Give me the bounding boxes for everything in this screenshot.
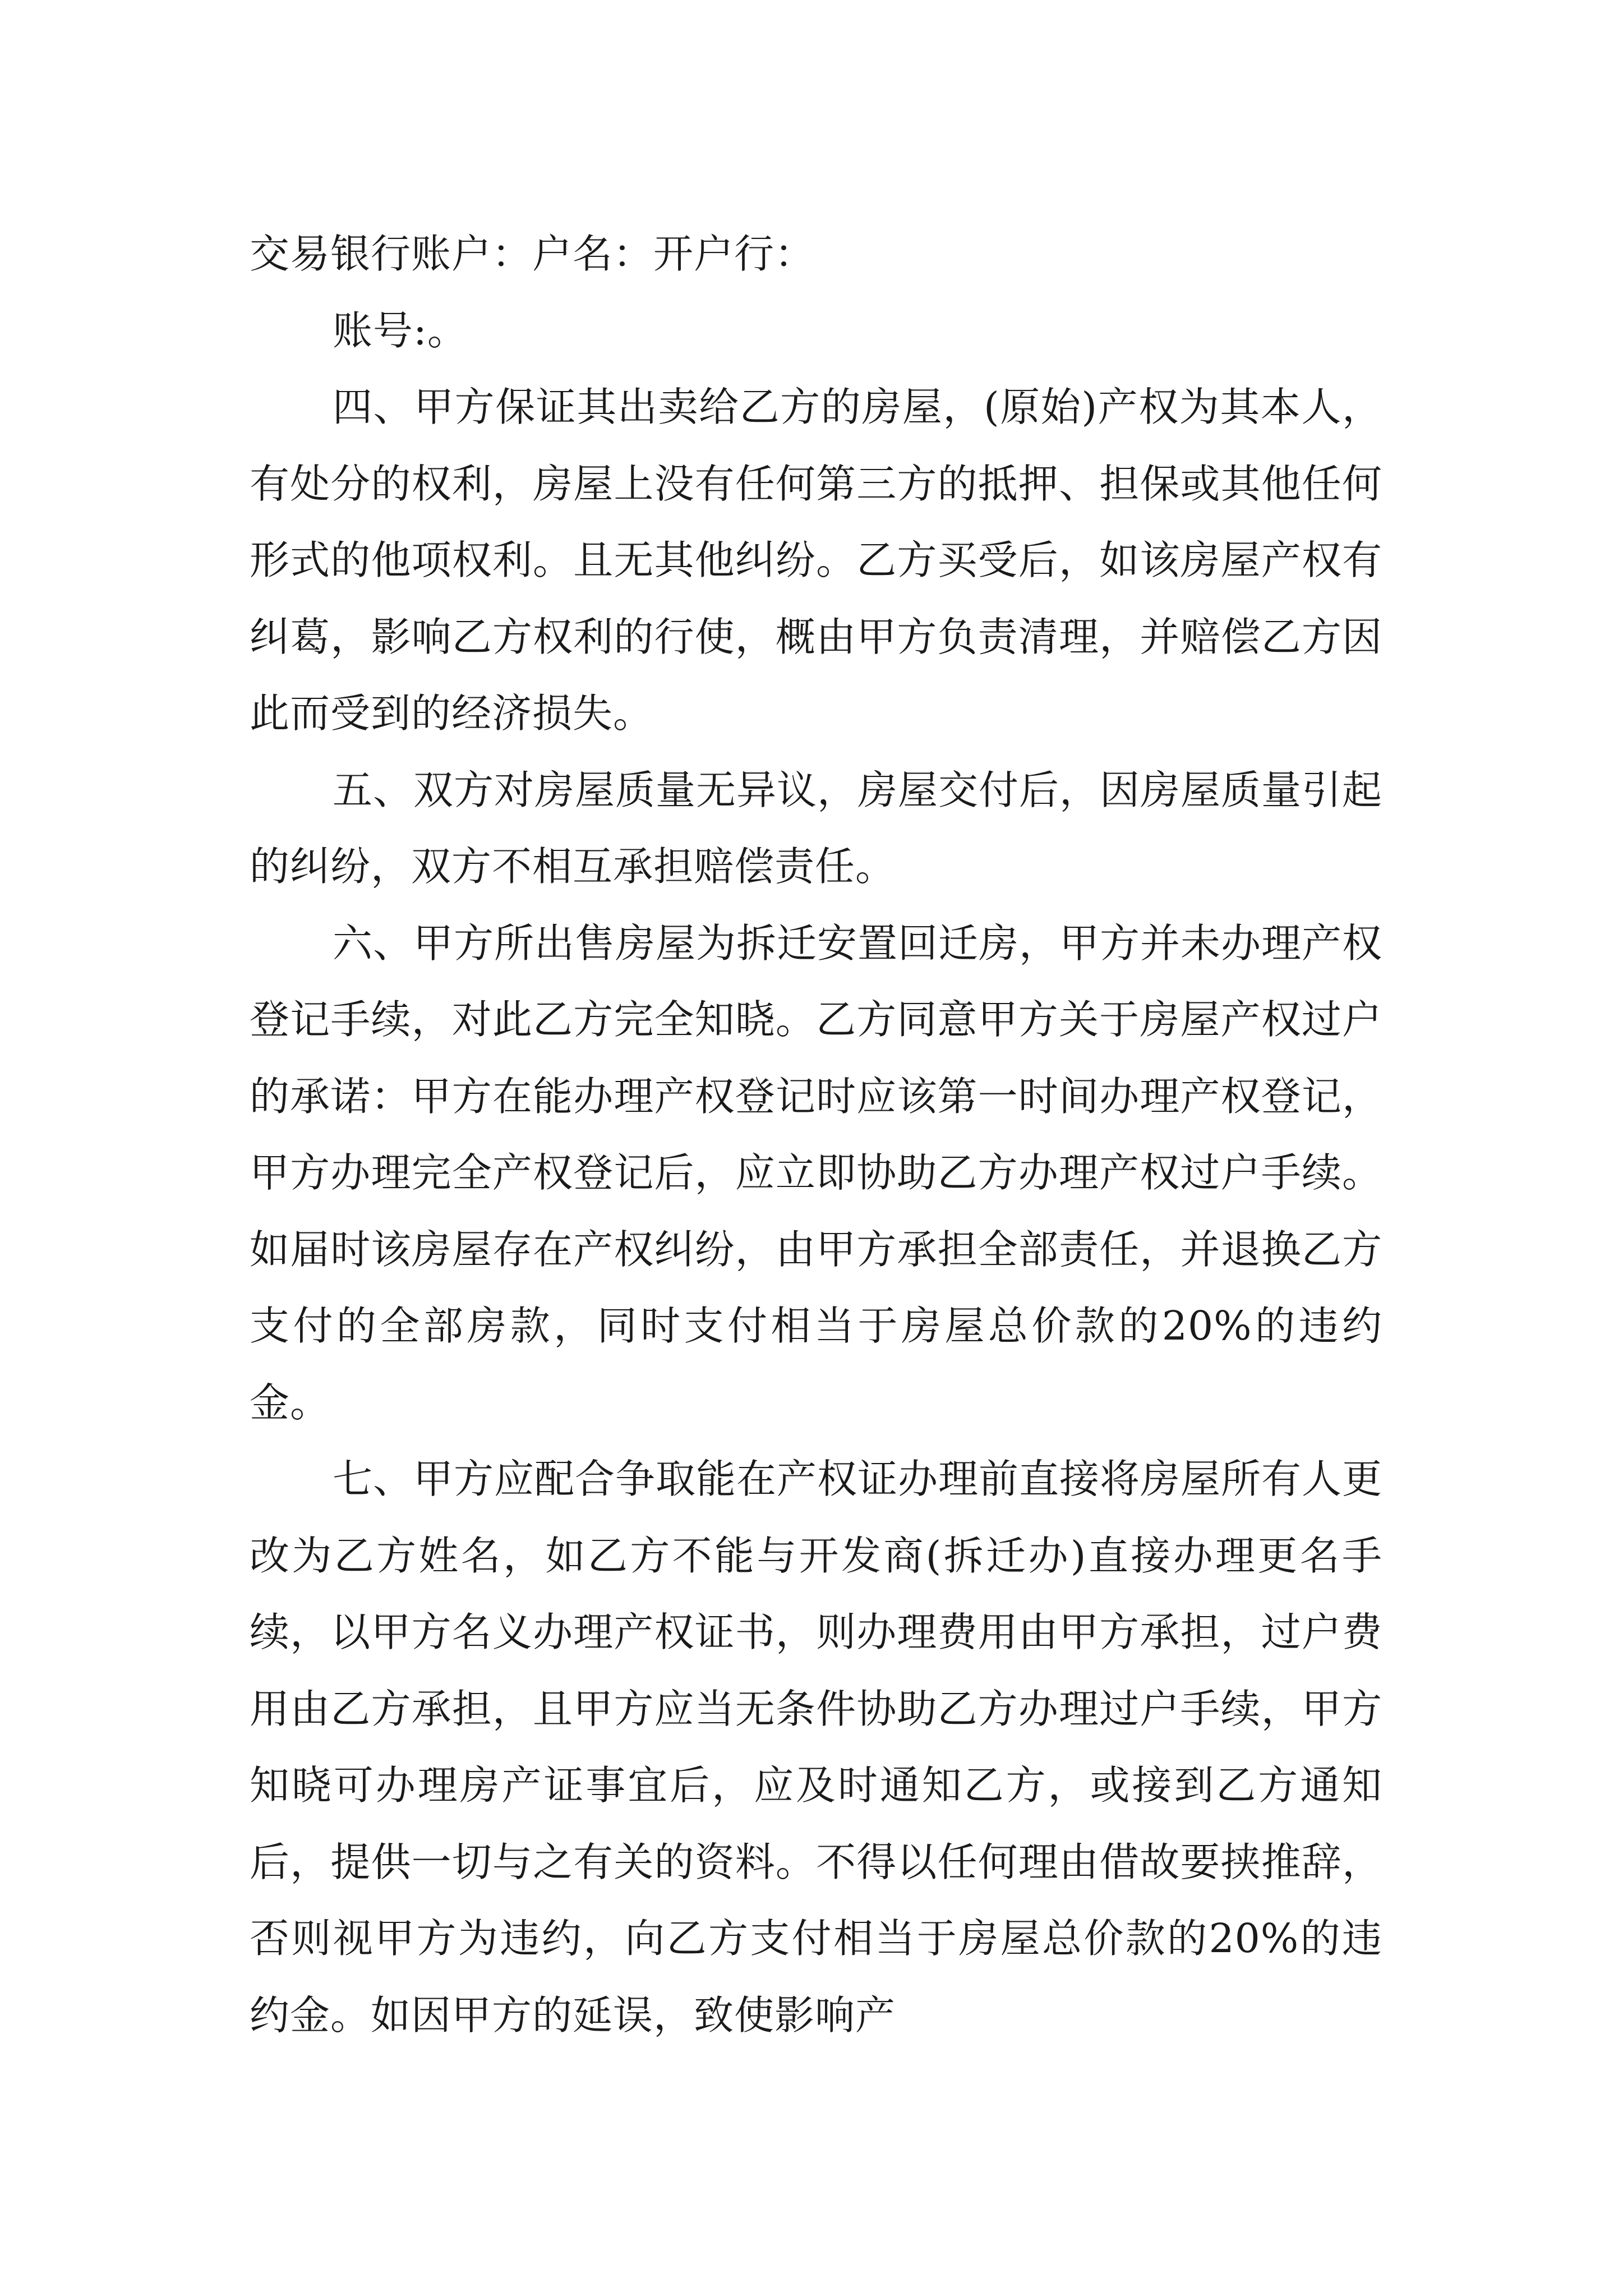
clause-7-paragraph: 七、甲方应配合争取能在产权证办理前直接将房屋所有人更改为乙方姓名，如乙方不能与开发商(拆迁办)直接办理更名手续，以甲方名义办理产权证书，则办理费用由甲方承担，过户费用由乙方承担，且甲方应当无条件协助乙方办理过户手续，甲方知晓可办理房产证事宜后，应及时通知乙方，或接到乙方通知后，提供一切与之有关的资料。不得以任何理由借故要挟推辞，否则视甲方为违约，向乙方支付相当于房屋总价款的20%的违约金。如因甲方的延误，致使影响产 [250,1456,1383,2039]
bank-account-line: 交易银行账户：户名：开户行： [250,231,815,277]
clause-6-paragraph: 六、甲方所出售房屋为拆迁安置回迁房，甲方并未办理产权登记手续，对此乙方完全知晓。乙方同意甲方关于房屋产权过户的承诺：甲方在能办理产权登记时应该第一时间办理产权登记，甲方办理完全产权登记后，应立即协助乙方办理产权过户手续。如届时该房屋存在产权纠纷，由甲方承担全部责任，并退换乙方支付的全部房款，同时支付相当于房屋总价款的20%的违约金。 [250,919,1383,1426]
clause-4-paragraph: 四、甲方保证其出卖给乙方的房屋，(原始)产权为其本人，有处分的权利，房屋上没有任何第三方的抵押、担保或其他任何形式的他项权利。且无其他纠纷。乙方买受后，如该房屋产权有纠葛，影响乙方权利的行使，概由甲方负责清理，并赔偿乙方因此而受到的经济损失。 [250,384,1382,737]
account-number-line: 账号:。 [333,307,468,354]
document-body [250,216,1382,2054]
clause-5-paragraph: 五、双方对房屋质量无异议，房屋交付后，因房屋质量引起的纠纷，双方不相互承担赔偿责任。 [250,766,1383,890]
